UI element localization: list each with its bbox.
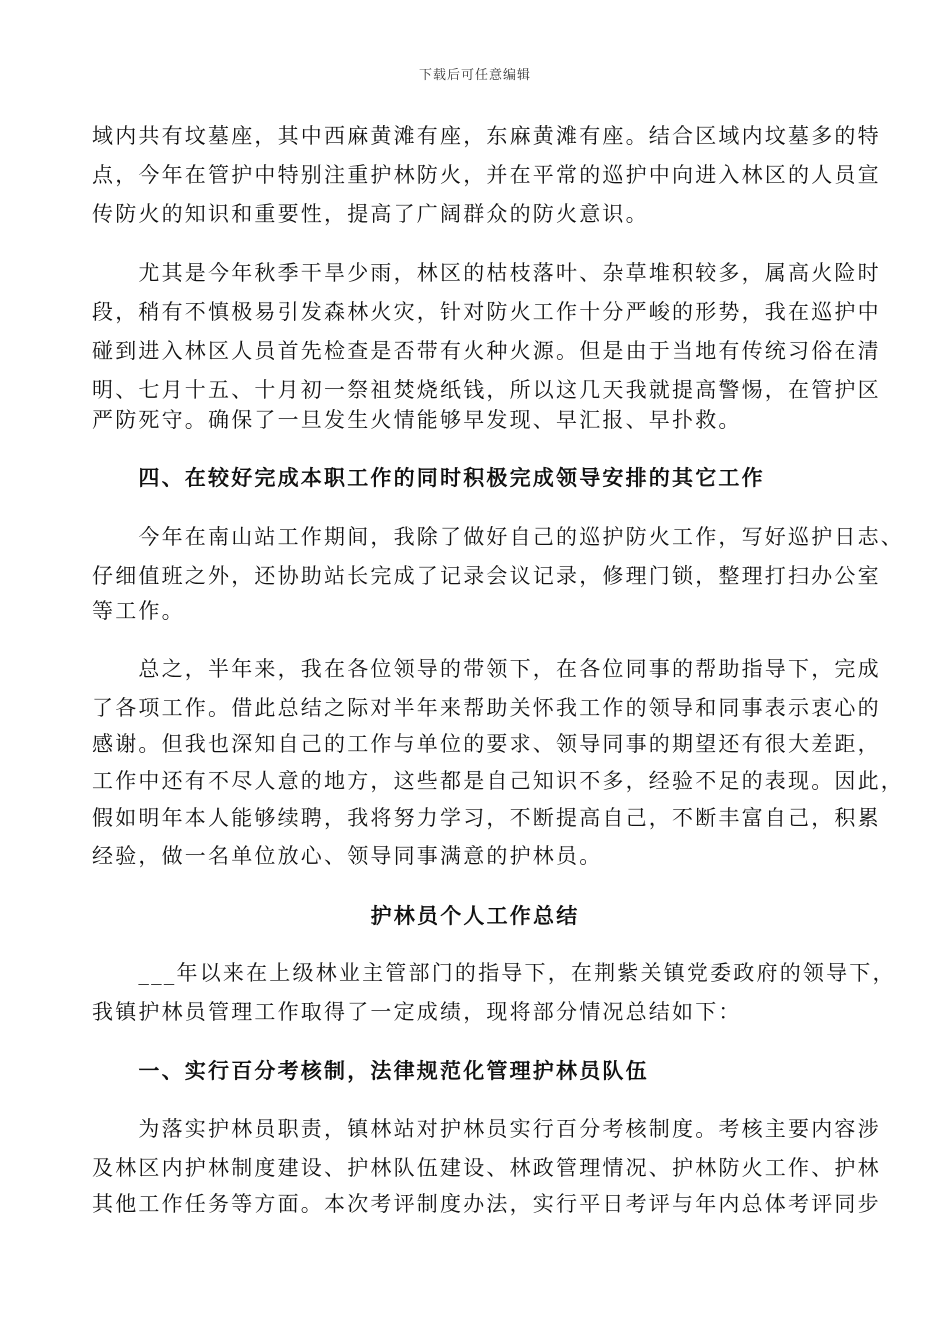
paragraph-line: 传防火的知识和重要性，提高了广阔群众的防火意识。 [92,202,649,226]
paragraph-line: 及林区内护林制度建设、护林队伍建设、林政管理情况、护林防火工作、护林 [92,1156,881,1180]
paragraph-line: 假如明年本人能够续聘，我将努力学习，不断提高自己，不断丰富自己，积累 [92,806,881,830]
paragraph-line: 明、七月十五、十月初一祭祖焚烧纸钱，所以这几天我就提高警惕，在管护区 [92,378,881,402]
paragraph-line: 经验，做一名单位放心、领导同事满意的护林员。 [92,844,603,868]
page-header-note: 下载后可任意编辑 [418,68,531,83]
paragraph-line: 仔细值班之外，还协助站长完成了记录会议记录，修理门锁，整理打扫办公室 [92,564,881,588]
paragraph-line: 感谢。但我也深知自己的工作与单位的要求、领导同事的期望还有很大差距， [92,732,881,756]
paragraph-line: 总之，半年来，我在各位领导的带领下，在各位同事的帮助指导下，完成 [92,657,881,681]
section-heading-4: 四、在较好完成本职工作的同时积极完成领导安排的其它工作 [92,465,765,490]
paragraph-line: 其他工作任务等方面。本次考评制度办法，实行平日考评与年内总体考评同步 [92,1192,881,1216]
paragraph-line: ___年以来在上级林业主管部门的指导下，在荆紫关镇党委政府的领导下， [92,961,896,985]
paragraph-line: 域内共有坟墓座，其中西麻黄滩有座，东麻黄滩有座。结合区域内坟墓多的特 [92,124,881,148]
paragraph-line: 尤其是今年秋季干旱少雨，林区的枯枝落叶、杂草堆积较多，属高火险时 [92,261,881,285]
paragraph-line: 严防死守。确保了一旦发生火情能够早发现、早汇报、早扑救。 [92,408,742,432]
paragraph-line: 碰到进入林区人员首先检查是否带有火种火源。但是由于当地有传统习俗在清 [92,339,881,363]
paragraph-line: 了各项工作。借此总结之际对半年来帮助关怀我工作的领导和同事表示衷心的 [92,696,881,720]
paragraph-line: 我镇护林员管理工作取得了一定成绩，现将部分情况总结如下： [92,1000,742,1024]
paragraph-line: 段，稍有不慎极易引发森林火灾，针对防火工作十分严峻的形势，我在巡护中 [92,300,881,324]
document-title: 护林员个人工作总结 [370,903,580,928]
paragraph-line: 为落实护林员职责，镇林站对护林员实行百分考核制度。考核主要内容涉 [92,1117,881,1141]
paragraph-line: 今年在南山站工作期间，我除了做好自己的巡护防火工作，写好巡护日志、 [92,525,904,549]
section-heading-1: 一、实行百分考核制，法律规范化管理护林员队伍 [92,1058,649,1083]
paragraph-line: 工作中还有不尽人意的地方，这些都是自己知识不多，经验不足的表现。因此， [92,769,904,793]
paragraph-line: 点，今年在管护中特别注重护林防火，并在平常的巡护中向进入林区的人员宣 [92,163,881,187]
paragraph-line: 等工作。 [92,599,185,623]
